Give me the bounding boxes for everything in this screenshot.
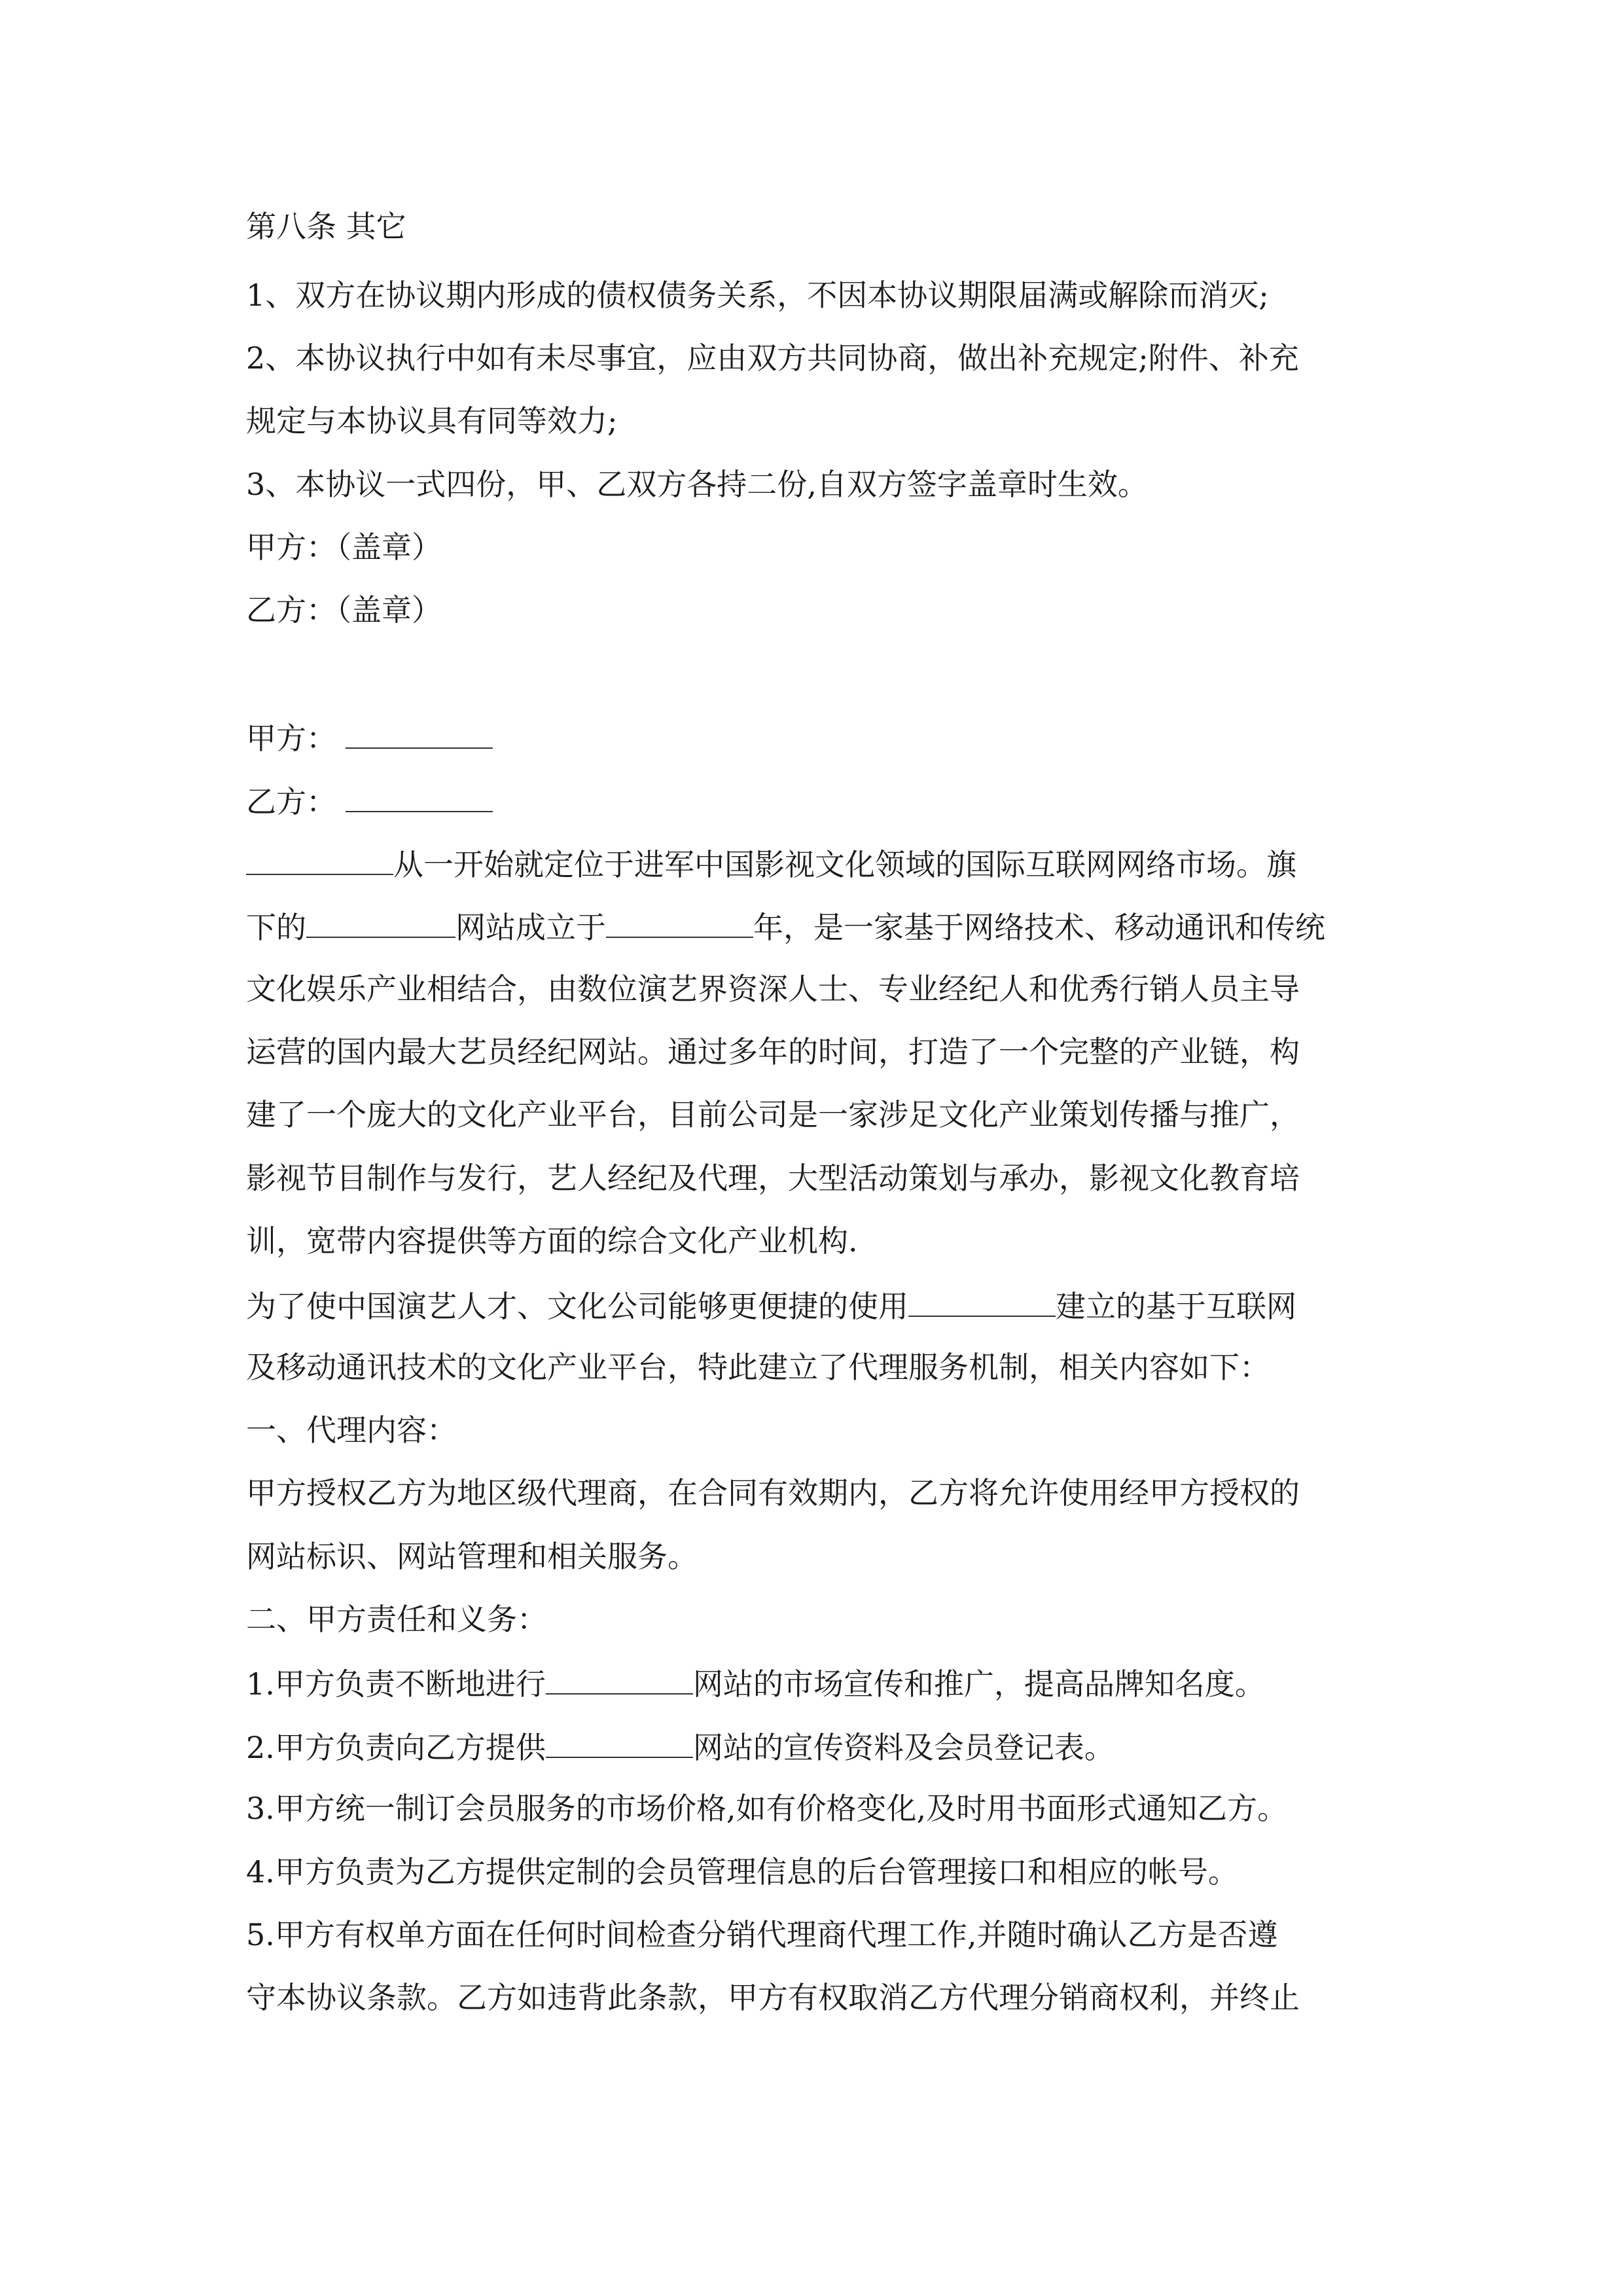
website-name-blank[interactable] (306, 910, 455, 938)
purpose-line1 (246, 1289, 1296, 1324)
signature-party-b (246, 785, 493, 817)
signature-party-b-blank[interactable] (346, 785, 493, 812)
purpose-line2: 及移动通讯技术的文化产业平台，特此建立了代理服务机制，相关内容如下： (246, 1350, 1270, 1385)
purpose-line1-prefix: 为了使中国演艺人才、文化公司能够更便捷的使用 (246, 1289, 908, 1324)
section2-item2-prefix: 2.甲方负责向乙方提供 (246, 1730, 546, 1765)
signature-party-a-label: 甲方： (246, 721, 336, 756)
section2-item4: 4.甲方负责为乙方提供定制的会员管理信息的后台管理接口和相应的帐号。 (246, 1854, 1238, 1890)
intro-line1 (246, 848, 1296, 880)
article8-item2-line1: 2、本协议执行中如有未尽事宜，应由双方共同协商，做出补充规定;附件、补充 (246, 340, 1299, 376)
section1-line1: 甲方授权乙方为地区级代理商，在合同有效期内，乙方将允许使用经甲方授权的 (246, 1475, 1300, 1511)
section2-item1 (246, 1666, 1265, 1702)
signature-party-a (246, 721, 493, 756)
article8-item3: 3、本协议一式四份，甲、乙双方各持二份,自双方签字盖章时生效。 (246, 467, 1148, 502)
intro-line2-prefix: 下的 (246, 910, 306, 945)
section1-heading: 一、代理内容： (246, 1412, 457, 1448)
intro-line2 (246, 910, 1325, 945)
seal-party-a: 甲方：（盖章） (246, 529, 442, 565)
article8-item2-line2: 规定与本协议具有同等效力; (246, 403, 618, 439)
section2-heading: 二、甲方责任和义务： (246, 1602, 547, 1637)
purpose-line1-suffix: 建立的基于互联网 (1056, 1289, 1296, 1324)
section1-line2: 网站标识、网站管理和相关服务。 (246, 1539, 698, 1574)
intro-line4: 运营的国内最大艺员经纪网站。通过多年的时间，打造了一个完整的产业链，构 (246, 1034, 1300, 1069)
intro-line6: 影视节目制作与发行，艺人经纪及代理，大型活动策划与承办，影视文化教育培 (246, 1160, 1300, 1196)
intro-line2-middle: 网站成立于 (455, 910, 606, 945)
section2-item1-prefix: 1.甲方负责不断地进行 (246, 1666, 546, 1702)
year-blank[interactable] (606, 910, 753, 938)
section2-item3: 3.甲方统一制订会员服务的市场价格,如有价格变化,及时用书面形式通知乙方。 (246, 1791, 1288, 1826)
intro-line3: 文化娱乐产业相结合，由数位演艺界资深人士、专业经纪人和优秀行销人员主导 (246, 971, 1300, 1007)
platform-owner-blank[interactable] (908, 1289, 1056, 1317)
section2-item1-suffix: 网站的市场宣传和推广，提高品牌知名度。 (692, 1666, 1265, 1702)
signature-party-a-blank[interactable] (346, 721, 493, 749)
article8-heading: 第八条 其它 (246, 209, 406, 244)
intro-line2-suffix: 年，是一家基于网络技术、移动通讯和传统 (753, 910, 1325, 945)
section2-item5-line2: 守本协议条款。乙方如违背此条款，甲方有权取消乙方代理分销商权利，并终止 (246, 1980, 1300, 2015)
intro-line7: 训，宽带内容提供等方面的综合文化产业机构. (246, 1223, 858, 1259)
materials-website-blank[interactable] (546, 1731, 693, 1758)
article8-item1: 1、双方在协议期内形成的债权债务关系，不因本协议期限届满或解除而消灭; (246, 278, 1269, 313)
promotion-website-blank[interactable] (546, 1667, 693, 1695)
section2-item5-line1: 5.甲方有权单方面在任何时间检查分销代理商代理工作,并随时确认乙方是否遵 (246, 1917, 1278, 1952)
company-name-blank[interactable] (246, 848, 393, 875)
intro-line1-text: 从一开始就定位于进军中国影视文化领域的国际互联网网络市场。旗 (393, 847, 1296, 882)
section2-item2 (246, 1731, 1115, 1763)
section2-item2-suffix: 网站的宣传资料及会员登记表。 (692, 1730, 1115, 1765)
seal-party-b: 乙方：（盖章） (246, 592, 442, 628)
intro-line5: 建了一个庞大的文化产业平台，目前公司是一家涉足文化产业策划传播与推广， (246, 1097, 1300, 1132)
signature-party-b-label: 乙方： (246, 784, 336, 819)
